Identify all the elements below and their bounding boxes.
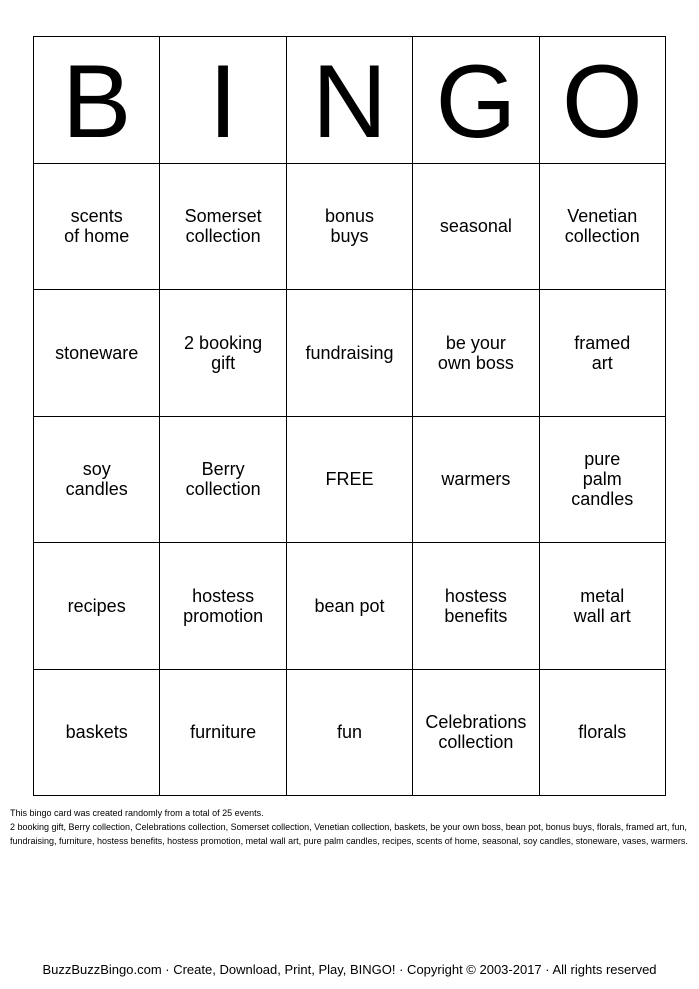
bingo-cell: bonus buys <box>287 164 413 291</box>
header-letter-i: I <box>160 37 286 164</box>
bingo-cell: fundraising <box>287 290 413 417</box>
bingo-cell: Venetian collection <box>540 164 666 291</box>
bingo-cell: Celebrations collection <box>413 670 539 797</box>
bingo-card <box>33 36 666 796</box>
header-letter-b: B <box>34 37 160 164</box>
bingo-cell: 2 booking gift <box>160 290 286 417</box>
page-footer: BuzzBuzzBingo.com · Create, Download, Print, Play, BINGO! · Copyright © 2003-2017 · All rights reserved <box>42 962 657 977</box>
bingo-cell: furniture <box>160 670 286 797</box>
bingo-cell: soy candles <box>34 417 160 544</box>
bingo-cell: baskets <box>34 670 160 797</box>
bingo-cell: pure palm candles <box>540 417 666 544</box>
bingo-cell: be your own boss <box>413 290 539 417</box>
note-event-list: 2 booking gift, Berry collection, Celebrations collection, Somerset collection, Venetian collection, baskets, be your own boss, bean pot, bonus buys, florals, framed art, fun, fundraising, furniture, hostess benefits, hostess promotion, metal wall art, pure palm candles, recipes, scents of home, seasonal, soy candles, stoneware, vases, warmers. <box>10 822 688 846</box>
bingo-cell: warmers <box>413 417 539 544</box>
bingo-cell: Berry collection <box>160 417 286 544</box>
bingo-cell: fun <box>287 670 413 797</box>
bingo-cell: Somerset collection <box>160 164 286 291</box>
card-notes <box>10 806 690 848</box>
header-letter-n: N <box>287 37 413 164</box>
bingo-cell: stoneware <box>34 290 160 417</box>
header-letter-g: G <box>413 37 539 164</box>
bingo-cell: florals <box>540 670 666 797</box>
bingo-cell: recipes <box>34 543 160 670</box>
bingo-cell: seasonal <box>413 164 539 291</box>
bingo-cell: metal wall art <box>540 543 666 670</box>
bingo-cell: hostess promotion <box>160 543 286 670</box>
bingo-cell: scents of home <box>34 164 160 291</box>
bingo-cell: framed art <box>540 290 666 417</box>
note-summary: This bingo card was created randomly from a total of 25 events. <box>10 808 264 818</box>
header-letter-o: O <box>540 37 666 164</box>
bingo-cell: hostess benefits <box>413 543 539 670</box>
bingo-cell: bean pot <box>287 543 413 670</box>
free-space-cell: FREE <box>287 417 413 544</box>
